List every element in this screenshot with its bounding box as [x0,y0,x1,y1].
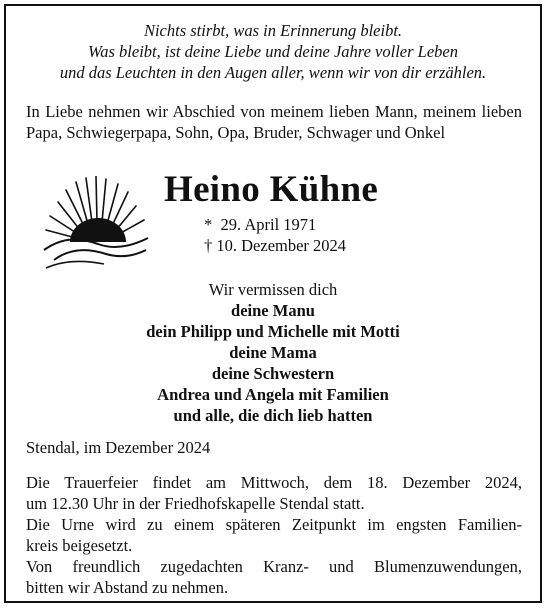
notes-line: kreis beigesetzt. [26,536,133,555]
intro-text: In Liebe nehmen wir Abschied von meinem lieben Mann, meinem lieben Papa, Schwiegerpapa, Sohn, Opa, Bruder, Schwager und Onkel [26,102,522,142]
place-date: Stendal, im Dezember 2024 [26,438,211,457]
motto-line: und das Leuchten in den Augen aller, wenn wir von dir erzählen. [59,63,487,82]
deceased-name: Heino Kühne [164,169,379,210]
notes-line: Die Trauerfeier findet am Mittwoch, dem 18. Dezember 2024, [26,473,522,492]
obituary-card [4,4,542,603]
notes-line: um 12.30 Uhr in der Friedhofskapelle Stendal statt. [26,494,365,513]
mourner-line: deine Manu [231,301,315,320]
death-date: † 10. Dezember 2024 [204,236,347,255]
mourner-line: Andrea und Angela mit Familien [157,385,389,404]
notes-line: bitten wir Abstand zu nehmen. [26,578,229,597]
mourner-line: deine Mama [229,343,317,362]
notes-line: Die Urne wird zu einem späteren Zeitpunkt im engsten Familien- [26,515,522,534]
funeral-notes [26,472,522,598]
life-dates [204,214,346,256]
motto-line: Nichts stirbt, was in Erinnerung bleibt. [143,21,403,40]
mourner-line: deine Schwestern [211,364,335,383]
mourner-line: und alle, die dich lieb hatten [173,406,373,425]
birth-date: * 29. April 1971 [204,215,317,234]
mourners [6,279,540,426]
motto-line: Was bleibt, ist deine Liebe und deine Jahre voller Leben [88,42,458,61]
mourner-line: dein Philipp und Michelle mit Motti [146,322,400,341]
sunset-hills-icon [40,176,152,271]
motto [6,20,540,83]
notes-line: Von freundlich zugedachten Kranz- und Blumenzuwendungen, [26,557,522,576]
mourners-lead: Wir vermissen dich [208,280,338,299]
